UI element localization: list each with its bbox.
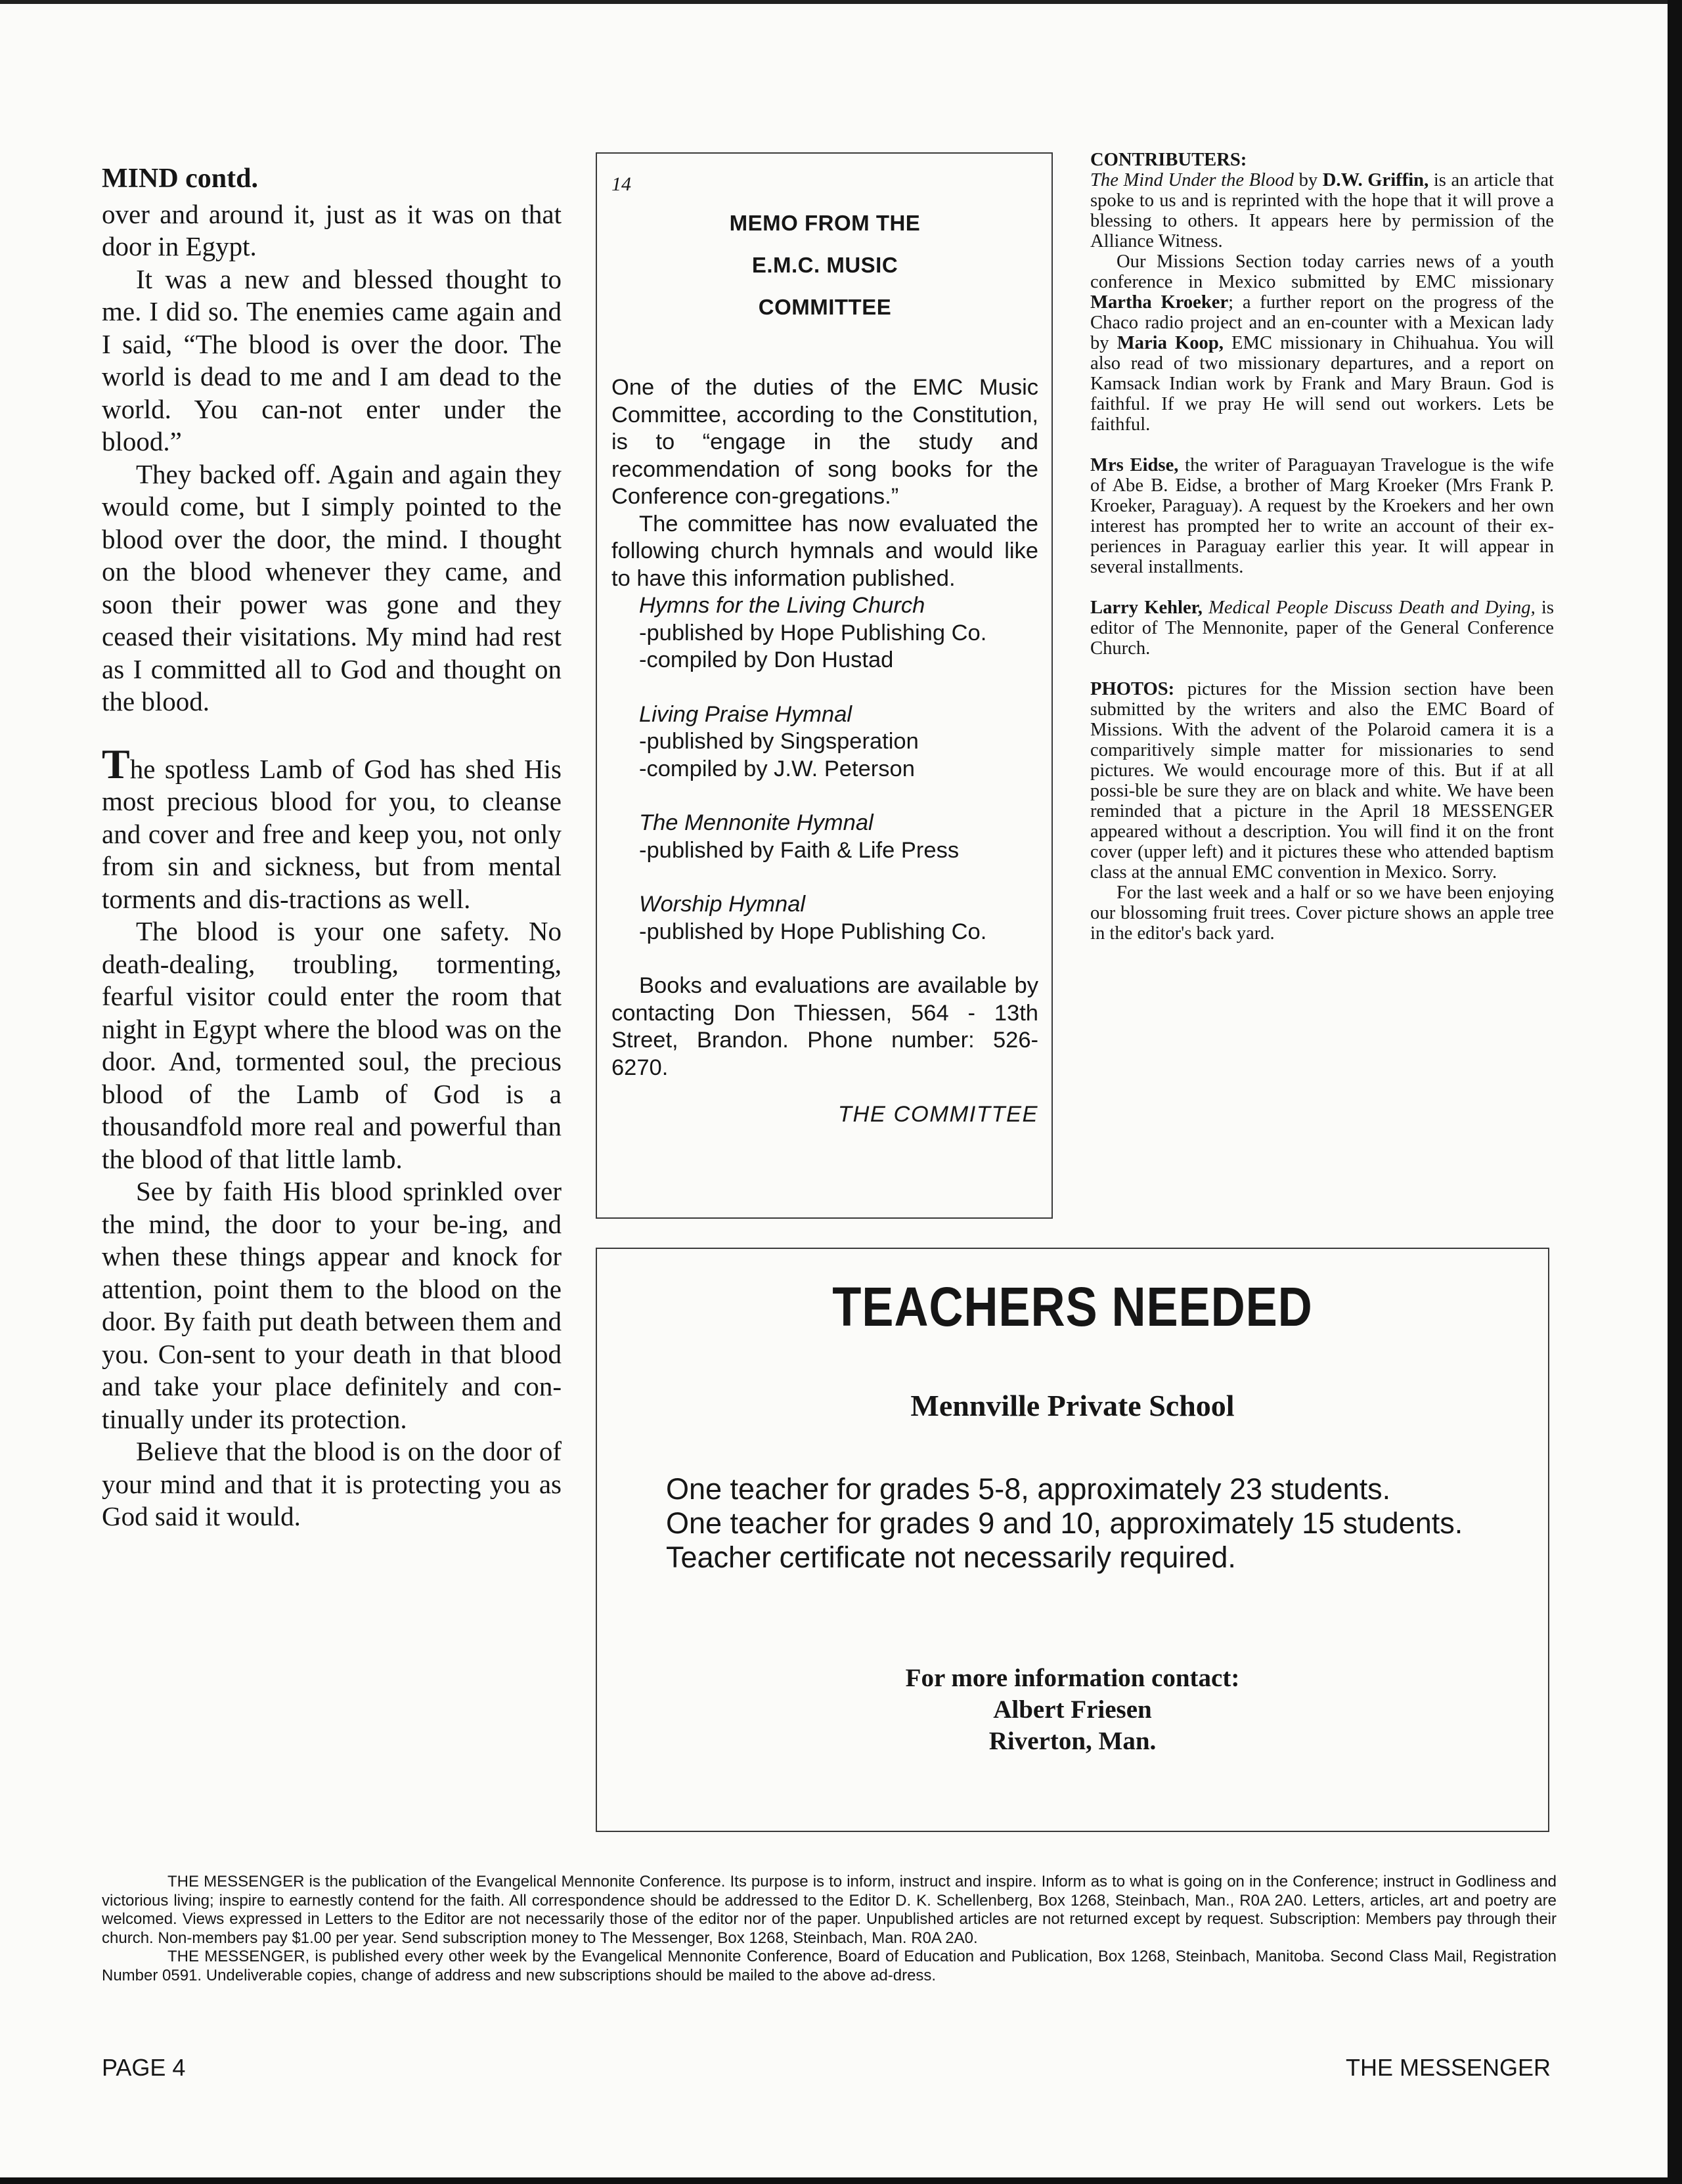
ad-school: Mennville Private School — [910, 1389, 1235, 1422]
contributor-paragraph: The Mind Under the Blood by D.W. Griffin, is an article that spoke to us and is reprinted with the hope that it will prove a blessing to others. It appears here by permission of the Alliance Witness. — [1090, 170, 1555, 251]
contributors-column — [1090, 150, 1554, 944]
hymnal-detail: -published by Faith & Life Press — [639, 837, 960, 863]
article-paragraph: See by faith His blood sprinkled over the mind, the door to your be-ing, and when these things appear and knock for attention, point them to the blood on the door. By faith put death between them and you. Con-sent to your death in that blood and take your place definitely and con-tinually under its protection. — [102, 1176, 562, 1434]
contact-place: Riverton, Man. — [988, 1727, 1157, 1755]
memo-title-line: COMMITTEE — [758, 295, 892, 319]
hymnal-detail: -compiled by Don Hustad — [639, 647, 894, 672]
hymnal-title: Hymns for the Living Church — [639, 593, 925, 618]
hymnal-detail: -published by Hope Publishing Co. — [639, 620, 987, 645]
ad-title: TEACHERS NEEDED — [832, 1276, 1313, 1338]
hymnal-title: Living Praise Hymnal — [639, 701, 852, 727]
hymnal-title: Worship Hymnal — [639, 892, 806, 917]
contact-name: Albert Friesen — [993, 1695, 1152, 1724]
scan-edge-bottom — [0, 2177, 1682, 2184]
article-paragraph: It was a new and blessed thought to me. I did so. The enemies came again and I said, “The blood is over the door. The world is dead to me and I am dead to the world. You can-not enter under the blood.” — [102, 263, 562, 456]
article-paragraph: over and around it, just as it was on that door in Egypt. — [102, 198, 562, 261]
teachers-needed-ad — [596, 1248, 1549, 1832]
memo-title-line: MEMO FROM THE — [729, 211, 921, 235]
ad-line: Teacher certificate not necessarily required. — [666, 1540, 1236, 1574]
article-paragraph: The blood is your one safety. No death-dealing, troubling, tormenting, fearful visitor could enter the room that night in Egypt where the blood was on the door. And, tormented soul, the precious blood of the Lamb of God is a thousandfold more real and powerful than the blood of that little lamb. — [102, 916, 562, 1174]
article-paragraph: Believe that the blood is on the door of your mind and that it is protecting you as God said it would. — [102, 1436, 562, 1531]
masthead-footer — [102, 1873, 1557, 1985]
hymnal-detail: -published by Singsperation — [639, 729, 919, 754]
memo-closing: Books and evaluations are available by contacting Don Thiessen, 564 - 13th Street, Brandon. Phone number: 526-6270. — [611, 973, 1038, 1080]
article-heading: MIND contd. — [102, 164, 258, 194]
article-paragraph: They backed off. Again and again they would come, but I simply pointed to the blood over the door, the mind. I thought on the blood whenever they came, and soon their power was gone and they ceased their visitations. My mind had rest as I committed all to God and thought on the blood. — [102, 458, 562, 716]
memo-body — [611, 374, 1038, 1129]
footer-paragraph: THE MESSENGER is the publication of the Evangelical Mennonite Conference. Its purpose is to inform, instruct and inspire. Inform as to what is going on in the Conference; instruct in Godliness and victorious living; inspire to earnestly contend for the faith. All correspondence should be addressed to the Editor D. K. Schellenberg, Box 1268, Steinbach, Man., R0A 2A0. Letters, articles, art and poetry are welcomed. Views expressed in Letters to the Editor are not necessarily those of the editor nor of the paper. Unpublished articles are not returned except by request. Subscription: Members pay through their church. Non-members pay $1.00 per year. Send subscription money to The Messenger, Box 1268, Steinbach, Man. R0A 2A0. — [102, 1873, 1557, 1947]
memo-title — [611, 202, 1038, 328]
footer-paragraph: THE MESSENGER, is published every other week by the Evangelical Mennonite Conference, Board of Education and Publication, Box 1268, Steinbach, Manitoba. Second Class Mail, Registration Number 0591. Undeliverable copies, change of address and new subscriptions should be mailed to the above ad-dress. — [102, 1948, 1557, 1984]
publication-name: THE MESSENGER — [1345, 2054, 1551, 2081]
contributor-paragraph: Our Missions Section today carries news of a youth conference in Mexico submitted by EMC missionary Martha Kroeker; a further report on the progress of the Chaco radio project and an en-counter with a Mexican lady by Maria Koop, EMC missionary in Chihuahua. You will also read of two missionary departures, and a report on Kamsack Indian work by Frank and Mary Braun. God is faithful. If we pray He will send out workers. Lets be faithful. — [1090, 251, 1554, 435]
memo-intro: One of the duties of the EMC Music Committee, according to the Constitution, is to “engage in the study and recommendation of song books for the Conference con-gregations.” — [611, 375, 1038, 509]
ad-body — [630, 1472, 1484, 1575]
hymnal-detail: -compiled by J.W. Peterson — [639, 756, 915, 781]
dropcap-text: he spotless Lamb of God has shed His most precious blood for you, to cleanse and cover and free and keep you, not only from sin and sickness, but from mental torments and dis-tractions as well. — [102, 753, 562, 914]
page-number: 14 — [611, 173, 631, 195]
photos-paragraph: PHOTOS: pictures for the Mission section have been submitted by the writers and also the EMC Board of Missions. With the advent of the Polaroid camera it is a comparitively simple matter for missionaries to send pictures. We would encourage more of this. But if at all possi-ble be sure they are on black and white. We have been reminded that a picture in the April 18 MESSENGER appeared without a description. You will find it on the front cover (upper left) and it pictures these who attended baptism class at the annual EMC convention in Mexico. Sorry. — [1090, 679, 1554, 883]
editor-note: For the last week and a half or so we have been enjoying our blossoming fruit trees. Cover picture shows an apple tree in the editor's back yard. — [1090, 883, 1554, 944]
hymnal-title: The Mennonite Hymnal — [639, 810, 874, 835]
contributor-paragraph: Larry Kehler, Medical People Discuss Death and Dying, is editor of The Mennonite, paper of the General Conference Church. — [1090, 598, 1554, 659]
article-continuation — [102, 163, 562, 1533]
hymnal-detail: -published by Hope Publishing Co. — [639, 919, 987, 944]
memo-box — [596, 152, 1053, 1219]
memo-intro-2: The committee has now evaluated the following church hymnals and would like to have this information published. — [611, 511, 1038, 591]
contributors-heading: CONTRIBUTERS: — [1090, 150, 1247, 170]
memo-signature: THE COMMITTEE — [837, 1102, 1038, 1127]
scan-edge-right — [1668, 0, 1682, 2184]
contributor-paragraph: Mrs Eidse, the writer of Paraguayan Travelogue is the wife of Abe B. Eidse, a brother of Marg Kroeker (Mrs Frank P. Kroeker, Paraguay). A request by the Kroekers and her own interest has prompted her to write an account of their ex-periences in Paraguay earlier this year. It will appear in several installments. — [1090, 455, 1554, 577]
ad-line: One teacher for grades 9 and 10, approximately 15 students. — [666, 1506, 1463, 1540]
drop-cap: T — [102, 740, 130, 787]
contact-label: For more information contact: — [905, 1664, 1240, 1692]
memo-title-line: E.M.C. MUSIC — [751, 253, 898, 277]
article-paragraph-dropcap — [102, 740, 562, 916]
scan-edge-top — [0, 0, 1682, 4]
page-label: PAGE 4 — [102, 2054, 186, 2081]
ad-line: One teacher for grades 5-8, approximately 23 students. — [666, 1472, 1391, 1506]
ad-contact — [597, 1663, 1548, 1757]
